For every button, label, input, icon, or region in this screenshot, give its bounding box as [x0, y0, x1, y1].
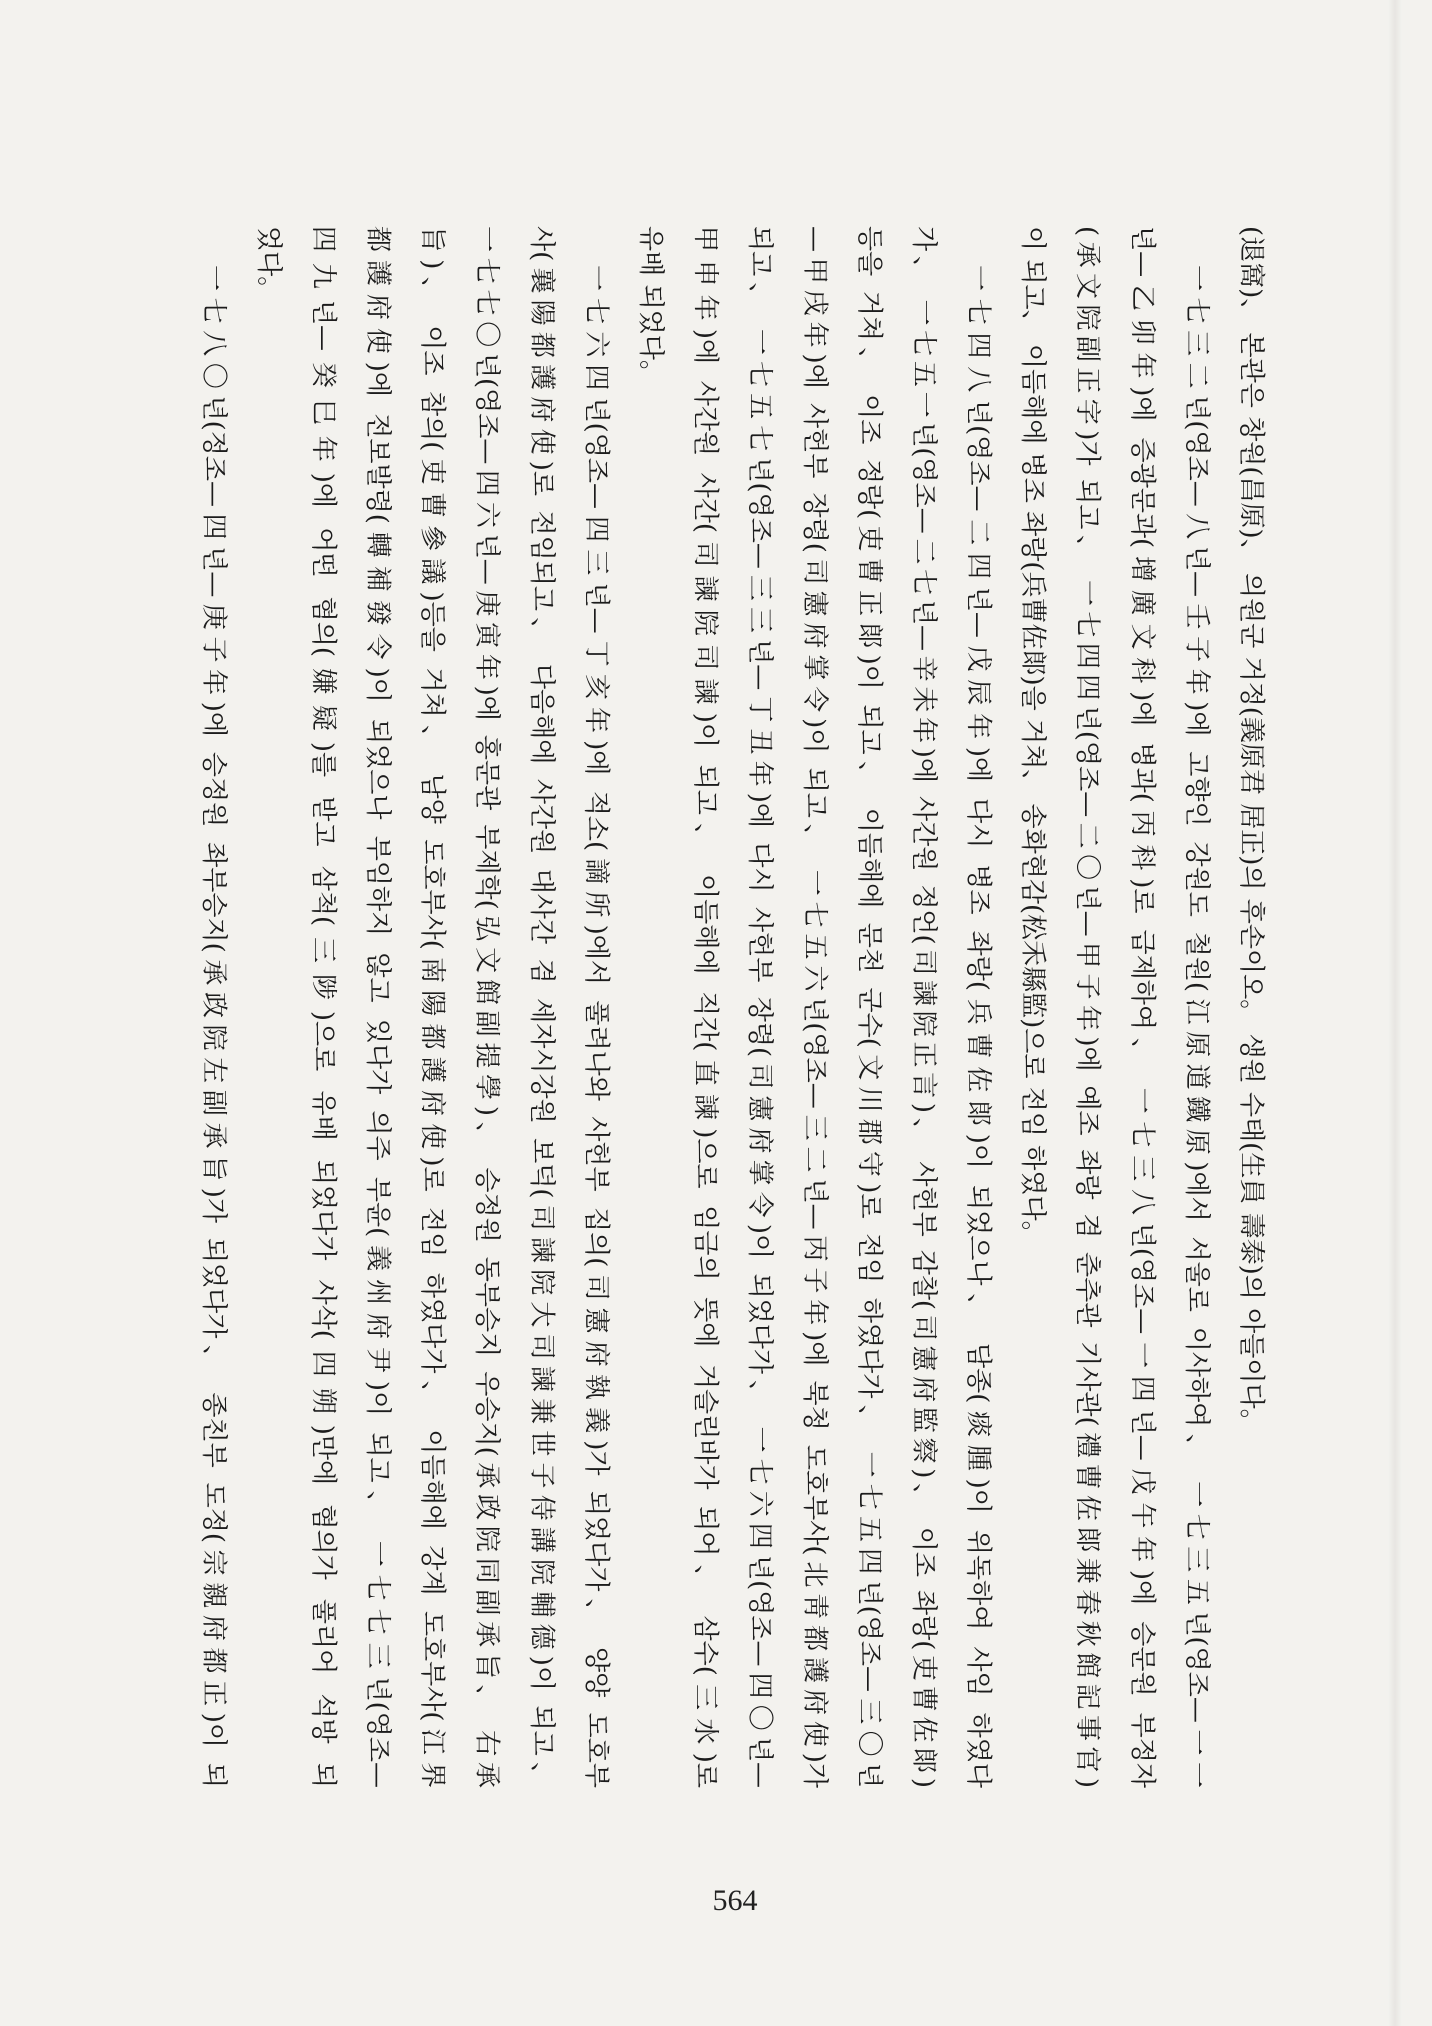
text-column: 一七七〇년(영조—四六년—庚寅年)에 홍문관 부제학(弘文館副提學)、 승정원 동부승지 우승지(承政院同副承旨、 右承 [471, 226, 502, 1788]
text-column: 甲申年)에 사간원 사간(司諫院司諫)이 되고、 이듬해에 직간(直諫)으로 임금의 뜻에 거슬린바가 되어、 삼수(三水)로 [690, 226, 721, 1788]
text-column: (承文院副正字)가 되고、 一七四四년(영조—二〇년—甲子年)에 예조 좌랑 겸 춘추관 기사관(禮曹佐郞兼春秋館記事官) [1072, 226, 1103, 1788]
text-column: (退窩)、 본관은 창원(昌原)、 의원군 거정(義原君 居正)의 후손이오。 생원 수태(生員 壽泰)의 아들이다。 [1236, 226, 1266, 1435]
text-column: 一七四八년(영조—二四년—戊辰年)에 다시 병조 좌랑(兵曹佐郞)이 되었으나、 담종(痰腫)이 위독하여 사임 하였다 [963, 265, 994, 1788]
text-column: 유배 되었다。 [635, 226, 666, 386]
text-column: 一七六四년(영조—四三년—丁亥年)에 적소(謫所)에서 풀려나와 사헌부 집의(司憲府執義)가 되었다가、 양양 도호부 [580, 265, 611, 1788]
text-column: 一七八〇년(정조—四년—庚子年)에 승정원 좌부승지(承政院左副承旨)가 되었다가、 종친부 도정(宗親府都正)이 되 [198, 265, 229, 1788]
text-column: 이 되고、 이듬해에 병조 좌랑(兵曹佐郞)을 거쳐、 송화현감(松禾縣監)으로 전임 하였다。 [1017, 226, 1048, 1247]
text-column: —甲戌年)에 사헌부 장령(司憲府掌令)이 되고、 一七五六년(영조—三二년—丙子年)에 북청 도호부사(北靑都護府使)가 [799, 226, 830, 1788]
text-column: 一七三二년(영조—八년—壬子年)에 고향인 강원도 철원(江原道鐵原)에서 서울로 이사하여、 一七三五년(영조—一一 [1181, 265, 1212, 1788]
text-column: 四九년—癸巳年)에 어떤 혐의(嫌疑)를 받고 삼척(三陟)으로 유배 되었다가 사삭(四朔)만에 혐의가 풀리어 석방 되 [307, 226, 338, 1788]
scan-edge-shadow [1388, 0, 1402, 2026]
text-column: 었다。 [253, 226, 284, 303]
text-column: 등을 거쳐、 이조 정랑(吏曹正郞)이 되고、 이듬해에 문천 군수(文川郡守)로 전임 하였다가、 一七五四년(영조—三〇년 [853, 226, 884, 1788]
text-column: 되고、 一七五七년(영조—三三년—丁丑年)에 다시 사헌부 장령(司憲府掌令)이 되었다가、 一七六四년(영조—四〇년— [744, 226, 775, 1788]
page-number: 564 [712, 1884, 758, 1917]
text-column: 사(襄陽都護府使)로 전임되고、 다음해에 사간원 대사간 겸 세자시강원 보덕(司諫院大司諫兼世子侍講院輔德)이 되고、 [526, 226, 557, 1788]
text-column: 都護府使)에 전보발령(轉補發令)이 되었으나 부임하지 않고 있다가 의주 부윤(義州府尹)이 되고、 一七七三년(영조— [362, 226, 393, 1788]
text-column: 년—乙卯年)에 증광문과(增廣文科)에 병과(丙科)로 급제하여、 一七三八년(영조—一四년—戊午年)에 승문원 부정자 [1126, 226, 1157, 1788]
text-column: 旨)、 이조 참의(吏曹參議)등을 거쳐、 남양 도호부사(南陽都護府使)로 전임 하였다가、 이듬해에 강계 도호부사(江界 [417, 226, 448, 1788]
text-column: 가、 一七五一년(영조—二七년—辛未年)에 사간원 정언(司諫院正言)、 사헌부 감찰(司憲府監察)、 이조 좌랑(吏曹佐郞) [908, 226, 939, 1788]
body-text [186, 226, 1278, 1788]
